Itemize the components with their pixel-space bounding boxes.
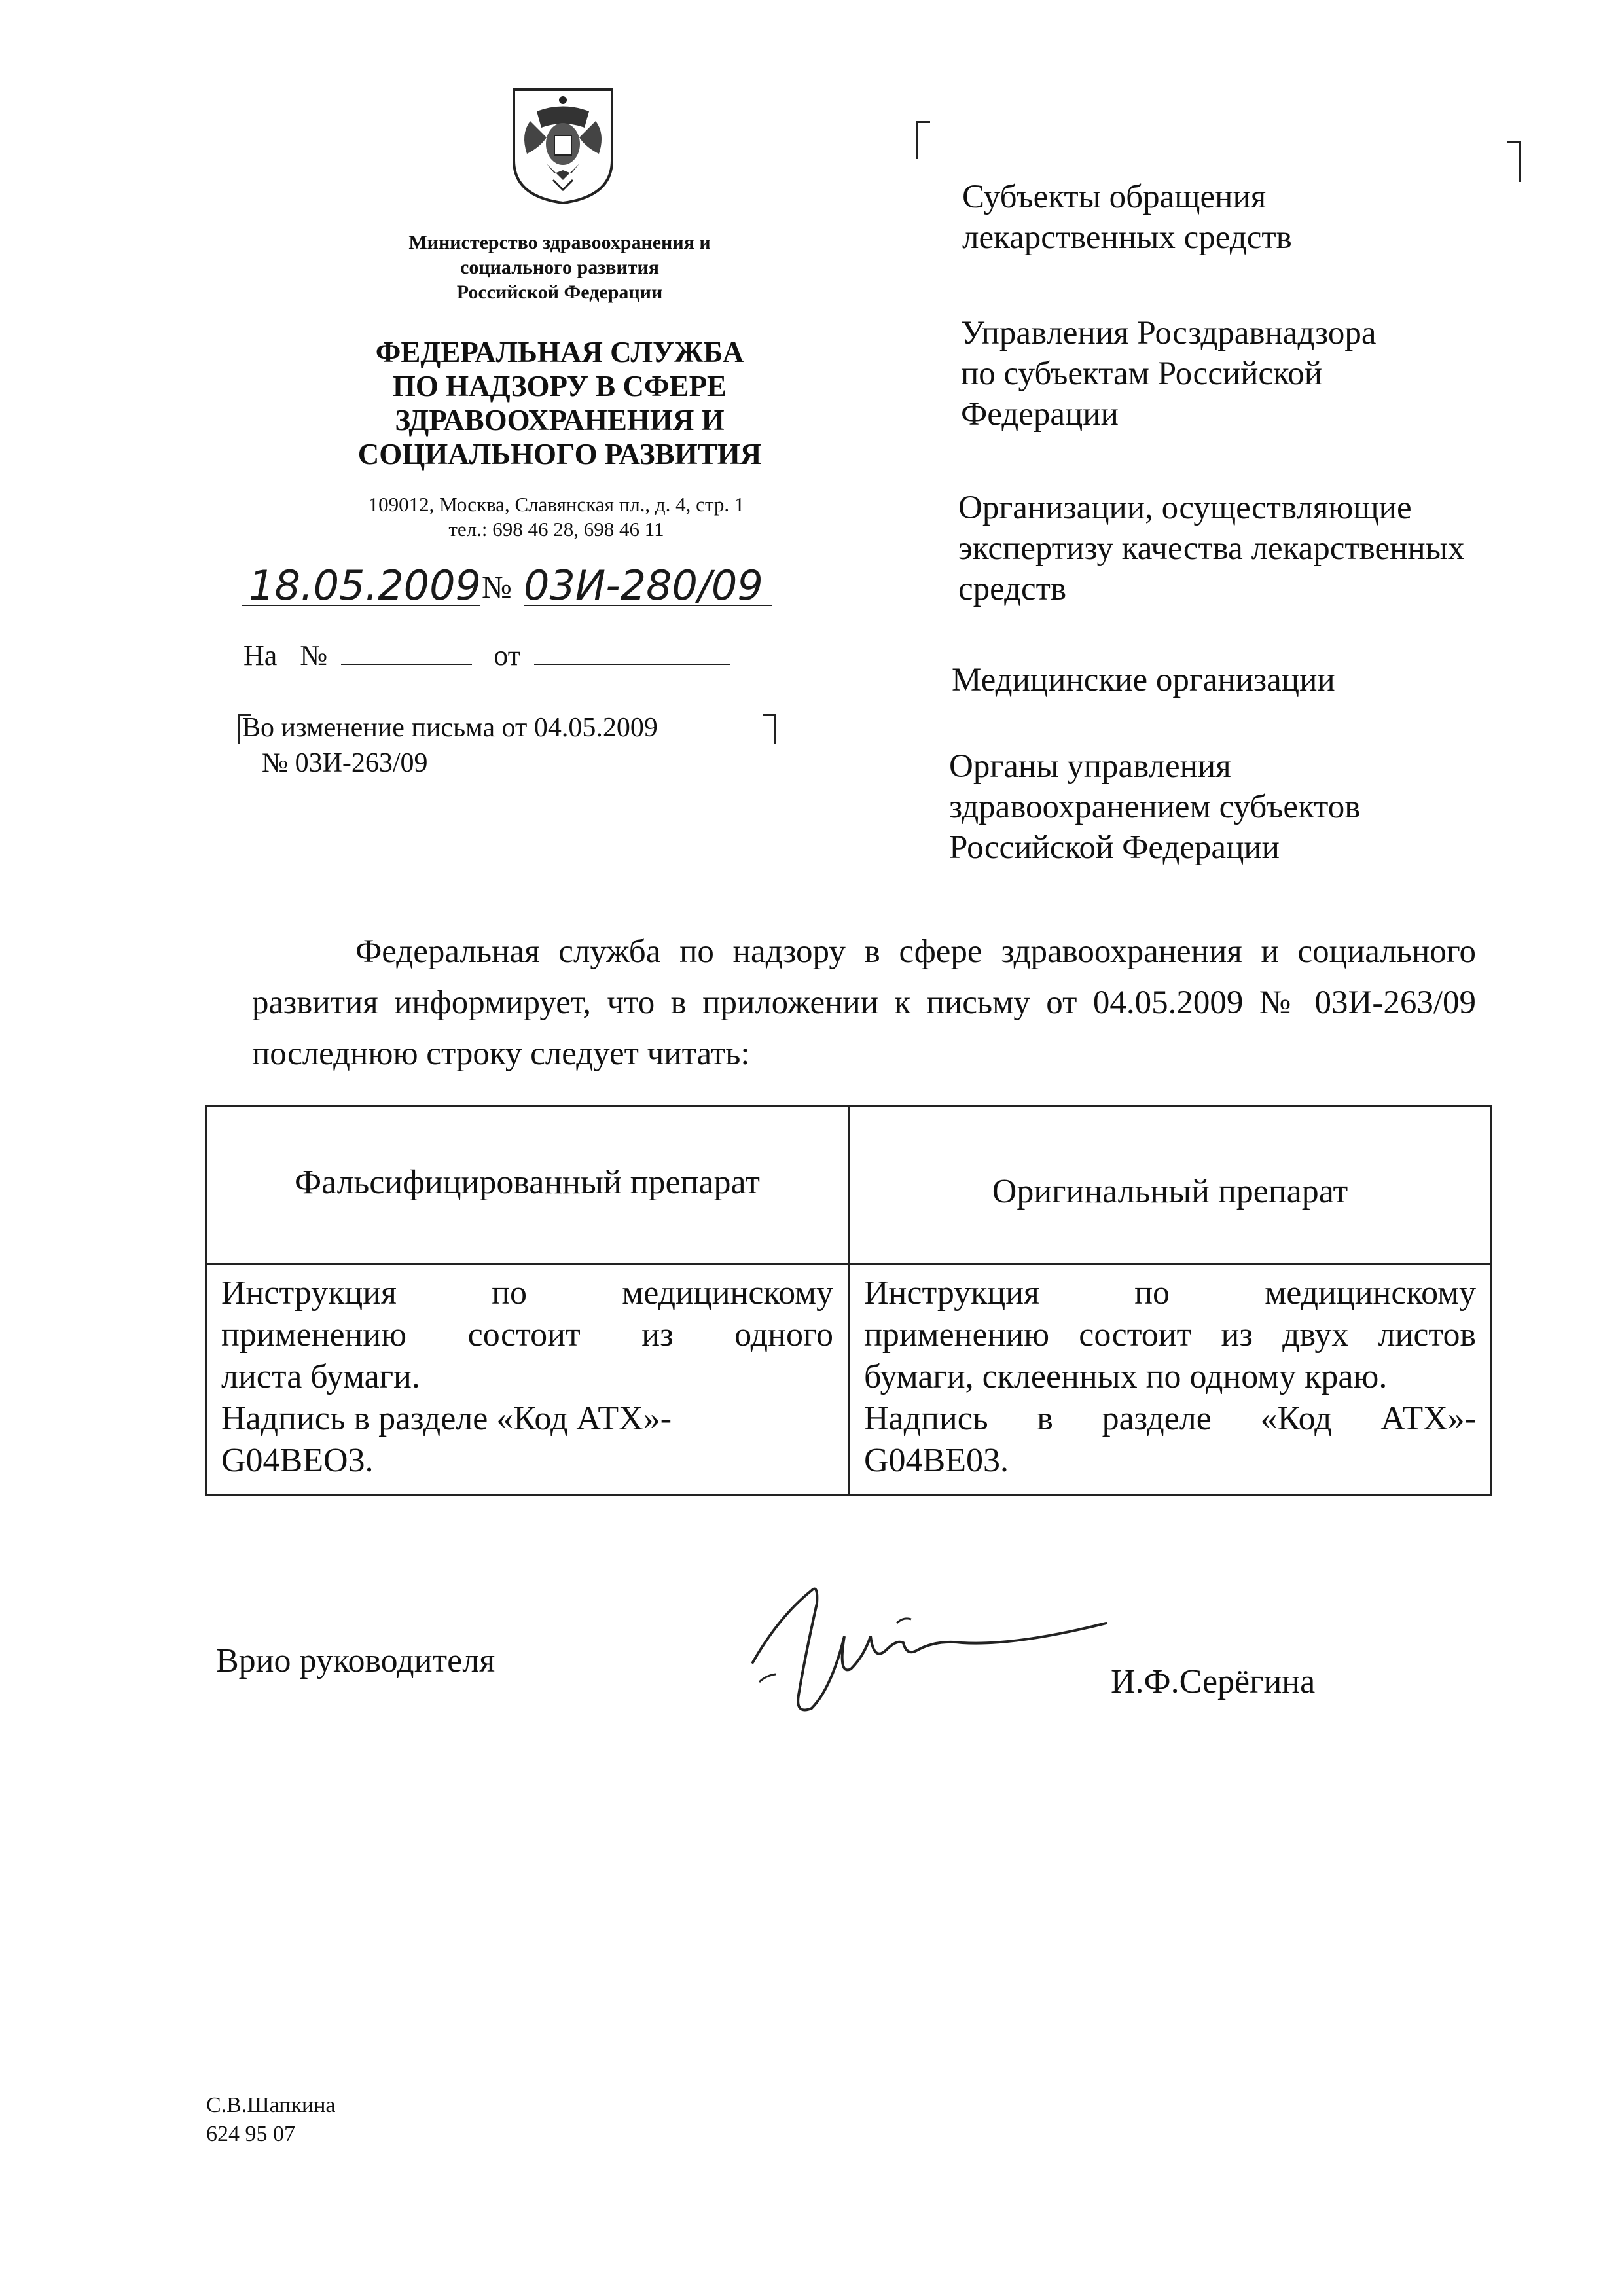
- addressee-bracket-right: [1507, 141, 1521, 182]
- registration-no-sign: №: [482, 570, 512, 605]
- cell-line: бумаги, склеенных по одному краю.: [864, 1358, 1388, 1395]
- reference-line: [243, 639, 730, 672]
- bracket-corner-left: [238, 714, 251, 744]
- service-line: СОЦИАЛЬНОГО РАЗВИТИЯ: [357, 438, 762, 471]
- signer-title: Врио руководителя: [216, 1642, 495, 1679]
- table-header-row: [206, 1106, 1492, 1264]
- change-note-line1: Во изменение письма от 04.05.2009: [242, 713, 658, 743]
- executor-phone: 624 95 07: [206, 2122, 295, 2146]
- executor-block: [206, 2091, 336, 2149]
- service-line: ФЕДЕРАЛЬНАЯ СЛУЖБА: [375, 336, 744, 368]
- addressee-line: лекарственных средств: [962, 219, 1292, 256]
- addressee-group: [962, 177, 1292, 258]
- addressee-group: [952, 660, 1335, 700]
- addressee-line: Федерации: [961, 396, 1119, 433]
- addressee-line: Органы управления: [949, 748, 1231, 785]
- table-cell-original: [849, 1264, 1492, 1495]
- addressee-line: Медицинские организации: [952, 662, 1335, 698]
- cell-line: Инструкция по медицинскому: [221, 1274, 833, 1312]
- addressee-line: Субъекты обращения: [962, 179, 1267, 215]
- addressee-line: по субъектам Российской: [961, 355, 1323, 392]
- service-name: [308, 335, 812, 471]
- table-header-cell: Оригинальный препарат: [849, 1106, 1492, 1264]
- cell-line: применению состоит из одного: [221, 1316, 833, 1354]
- cell-line: Инструкция по медицинскому: [864, 1274, 1476, 1312]
- addressee-group: [958, 488, 1465, 609]
- ministry-line: Министерство здравоохранения и: [408, 232, 711, 253]
- cell-line: листа бумаги.: [221, 1358, 420, 1395]
- handwritten-signature: [740, 1577, 1132, 1728]
- cell-line: G04BE03.: [864, 1442, 1009, 1479]
- reference-ot-label: от: [494, 639, 520, 672]
- cell-line: Надпись в разделе «Код АТХ»-: [864, 1400, 1476, 1437]
- reference-no-sign: №: [300, 639, 328, 672]
- table-row: [206, 1264, 1492, 1495]
- table-header-cell: Фальсифицированный препарат: [206, 1106, 849, 1264]
- coat-of-arms-emblem: [507, 82, 619, 206]
- reference-number-blank: [341, 640, 472, 665]
- ministry-name: [340, 230, 779, 305]
- service-line: ПО НАДЗОРУ В СФЕРЕ: [392, 370, 727, 403]
- number-underline: [524, 605, 772, 606]
- body-paragraph: Федеральная служба по надзору в сфере здравоохранения и социального развития информирует, что в приложении к письму от 04.05.2009 № 03И-263/09 последнюю строку следует читать:: [252, 933, 1476, 1072]
- service-line: ЗДРАВООХРАНЕНИЯ И: [395, 404, 725, 437]
- registration-number: 03И-280/09: [524, 562, 763, 609]
- signer-name: И.Ф.Серёгина: [1111, 1663, 1316, 1700]
- addressee-line: здравоохранением субъектов: [949, 789, 1361, 825]
- addressee-bracket-left: [916, 121, 930, 159]
- reference-na-label: На: [243, 639, 278, 672]
- addressee-line: средств: [958, 571, 1067, 607]
- addressee-group: [949, 746, 1360, 868]
- date-underline: [242, 605, 480, 606]
- addressee-line: Организации, осуществляющие: [958, 490, 1412, 526]
- correction-table: [205, 1105, 1492, 1496]
- change-note-line2: № 03И-263/09: [262, 748, 428, 778]
- cell-line: применению состоит из двух листов: [864, 1316, 1476, 1354]
- reference-date-blank: [534, 640, 730, 665]
- cell-line: G04BEO3.: [221, 1442, 374, 1479]
- address-line: 109012, Москва, Славянская пл., д. 4, стр. 1: [368, 493, 745, 516]
- ministry-line: Российской Федерации: [456, 281, 663, 303]
- ministry-line: социального развития: [460, 257, 659, 278]
- cell-line: Надпись в разделе «Код АТХ»-: [221, 1400, 672, 1437]
- executor-name: С.В.Шапкина: [206, 2093, 336, 2117]
- registration-line: [242, 562, 831, 614]
- addressee-group: [961, 313, 1377, 435]
- change-note: [242, 710, 658, 781]
- addressee-line: Российской Федерации: [949, 829, 1280, 866]
- table-cell-counterfeit: [206, 1264, 849, 1495]
- addressee-line: экспертизу качества лекарственных: [958, 530, 1465, 567]
- address-line: тел.: 698 46 28, 698 46 11: [448, 518, 664, 541]
- registration-date: 18.05.2009: [249, 562, 481, 609]
- addressee-line: Управления Росздравнадзора: [961, 315, 1377, 351]
- bracket-corner-right: [763, 714, 776, 744]
- sender-address: [295, 492, 818, 542]
